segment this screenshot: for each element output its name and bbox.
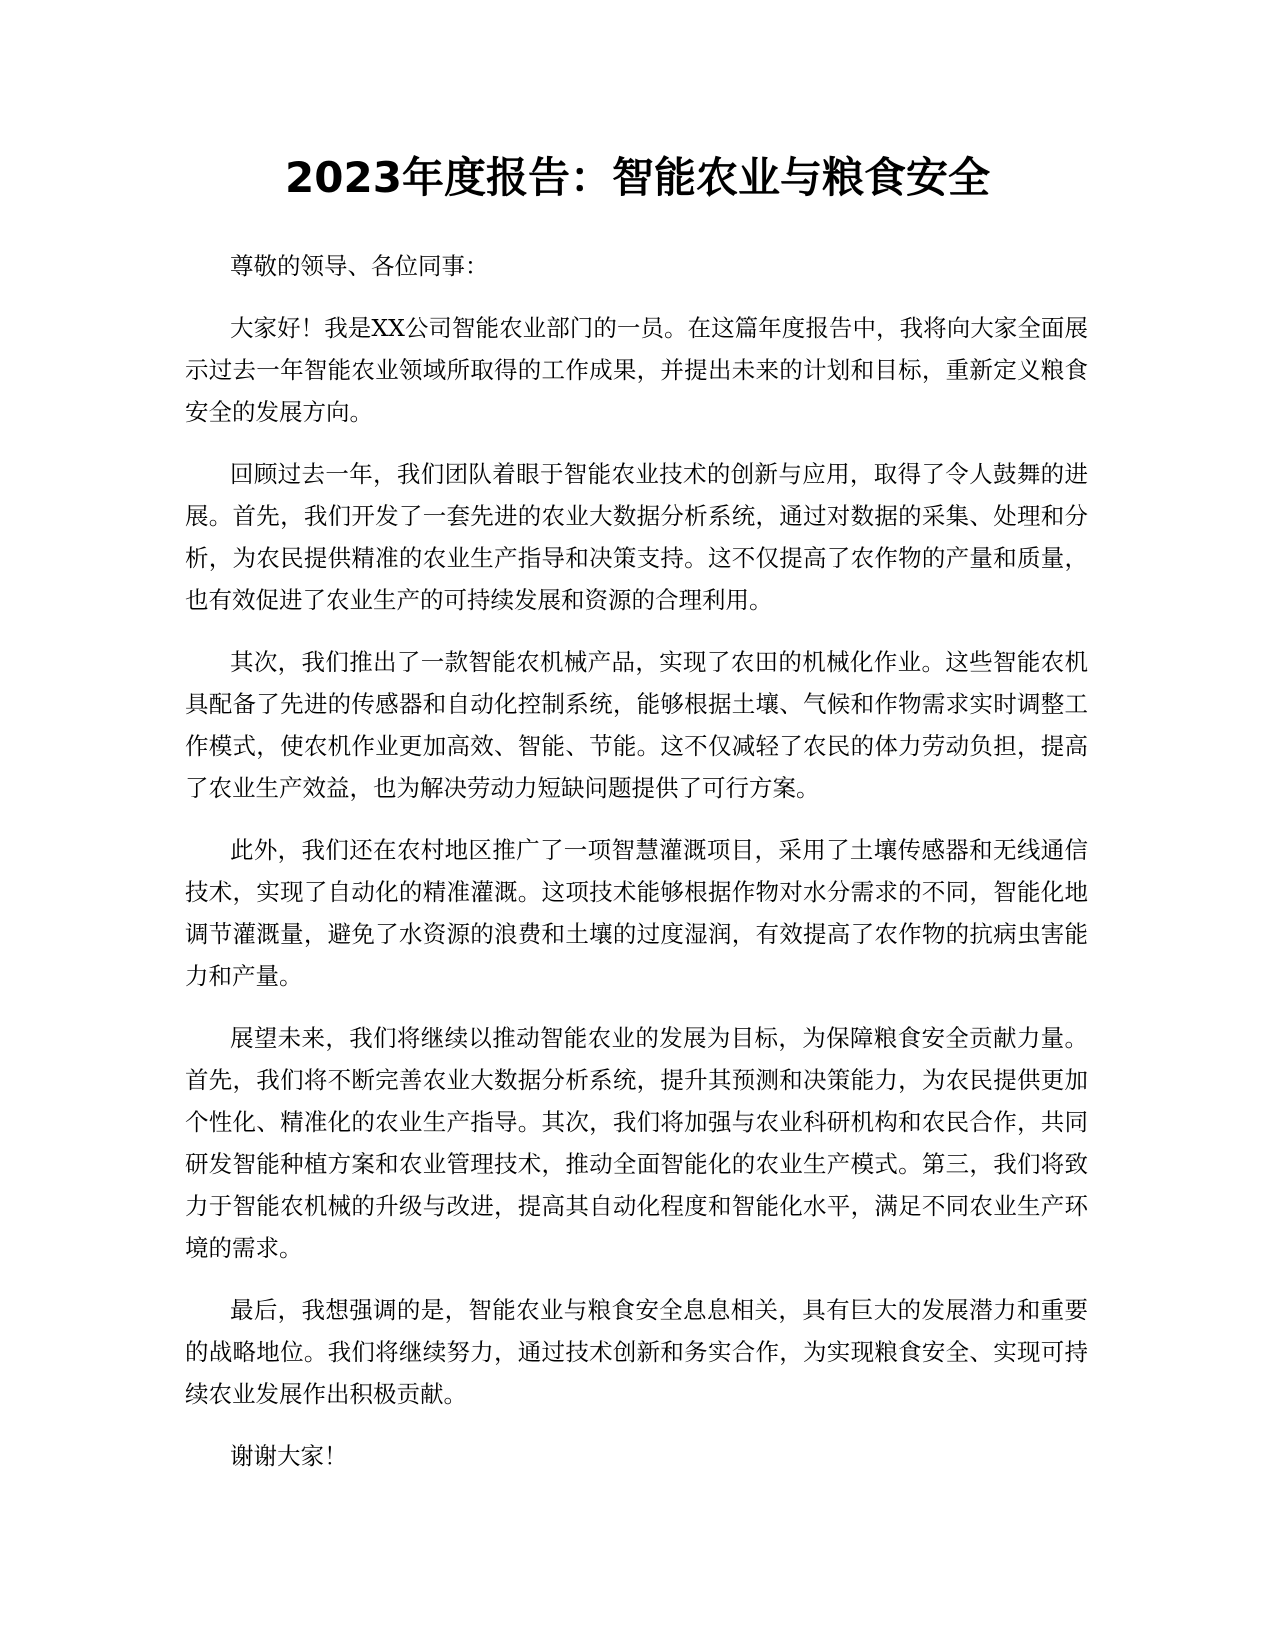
salutation-paragraph: 尊敬的领导、各位同事： [230, 252, 489, 280]
conclusion-paragraph: 最后，我想强调的是，智能农业与粮食安全息息相关，具有巨大的发展潜力和重要的战略地位。我们将继续努力，通过技术创新和务实合作，为实现粮食安全、实现可持续农业发展作出积极贡献。 [185, 1296, 1088, 1408]
intro-paragraph: 大家好！我是XX公司智能农业部门的一员。在这篇年度报告中，我将向大家全面展示过去一年智能农业领域所取得的工作成果，并提出未来的计划和目标，重新定义粮食安全的发展方向。 [185, 314, 1088, 426]
outlook-paragraph: 展望未来，我们将继续以推动智能农业的发展为目标，为保障粮食安全贡献力量。首先，我们将不断完善农业大数据分析系统，提升其预测和决策能力，为农民提供更加个性化、精准化的农业生产指导。其次，我们将加强与农业科研机构和农民合作，共同研发智能种植方案和农业管理技术，推动全面智能化的农业生产模式。第三，我们将致力于智能农机械的升级与改进，提高其自动化程度和智能化水平，满足不同农业生产环境的需求。 [185, 1024, 1088, 1262]
thanks-paragraph: 谢谢大家！ [230, 1442, 348, 1470]
machinery-paragraph: 其次，我们推出了一款智能农机械产品，实现了农田的机械化作业。这些智能农机具配备了先进的传感器和自动化控制系统，能够根据土壤、气候和作物需求实时调整工作模式，使农机作业更加高效、智能、节能。这不仅减轻了农民的体力劳动负担，提高了农业生产效益，也为解决劳动力短缺问题提供了可行方案。 [185, 648, 1088, 802]
review-paragraph: 回顾过去一年，我们团队着眼于智能农业技术的创新与应用，取得了令人鼓舞的进展。首先，我们开发了一套先进的农业大数据分析系统，通过对数据的采集、处理和分析，为农民提供精准的农业生产指导和决策支持。这不仅提高了农作物的产量和质量，也有效促进了农业生产的可持续发展和资源的合理利用。 [185, 460, 1088, 614]
irrigation-paragraph: 此外，我们还在农村地区推广了一项智慧灌溉项目，采用了土壤传感器和无线通信技术，实现了自动化的精准灌溉。这项技术能够根据作物对水分需求的不同，智能化地调节灌溉量，避免了水资源的浪费和土壤的过度湿润，有效提高了农作物的抗病虫害能力和产量。 [185, 836, 1088, 990]
document-body [185, 245, 1088, 1497]
document-title: 2023年度报告：智能农业与粮食安全 [285, 153, 990, 202]
